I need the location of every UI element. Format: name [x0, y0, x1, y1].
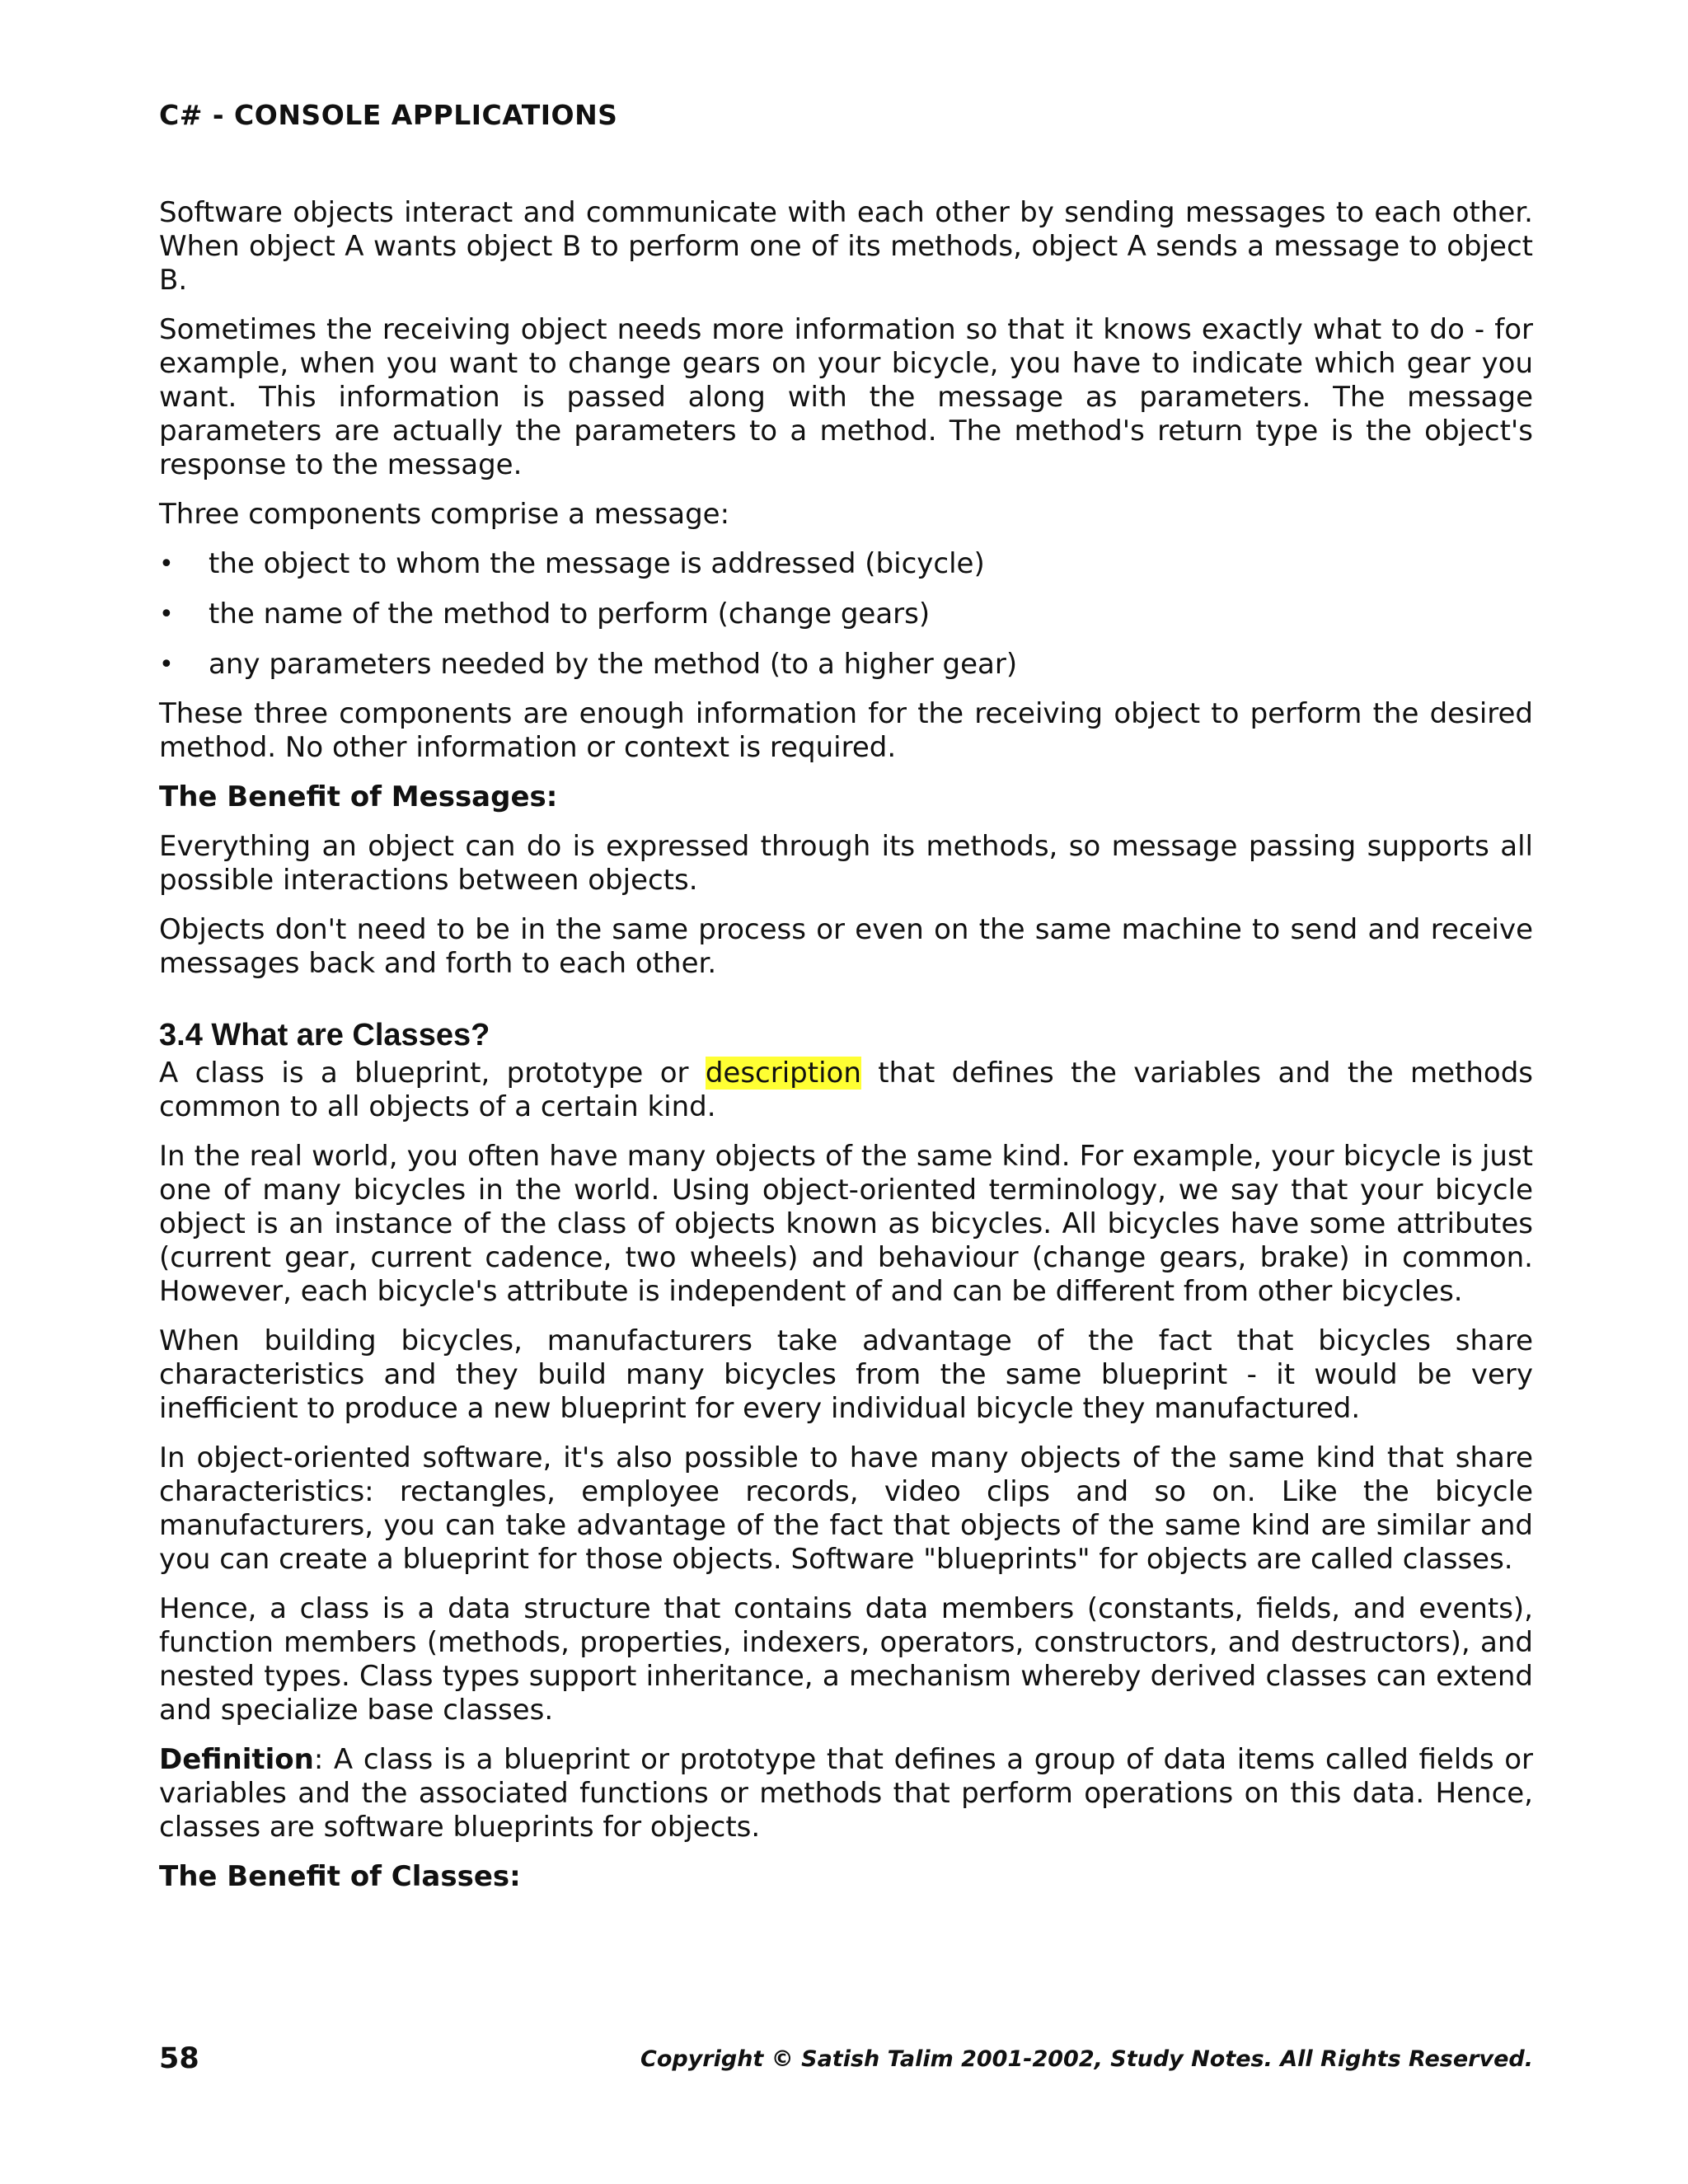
paragraph-same-process: Objects don't need to be in the same process or even on the same machine to send and receive messages back and forth to each other.: [159, 913, 1533, 980]
benefit-messages-heading: The Benefit of Messages:: [159, 780, 558, 813]
paragraph-class-blueprint: [159, 1057, 1533, 1124]
paragraph-components-enough: These three components are enough information for the receiving object to perform the desired method. No other information or context is required.: [159, 697, 1533, 764]
bullet-icon: •: [159, 650, 174, 679]
message-components-list: [159, 547, 1533, 682]
bullet-icon: •: [159, 550, 174, 579]
definition-label: Definition: [159, 1743, 314, 1776]
class-blueprint-text-end: that defines the variables and the methods common to all objects of a certain kind.: [159, 1057, 1533, 1123]
list-item: [159, 547, 1533, 581]
paragraph-definition: [159, 1743, 1533, 1844]
highlighted-word: description: [705, 1057, 861, 1090]
paragraph-messages-intro: Software objects interact and communicate with each other by sending messages to each other. When object A wants object B to perform one of its methods, object A sends a message to object B.: [159, 196, 1533, 297]
class-blueprint-text-start: A class is a blueprint, prototype or: [159, 1057, 706, 1090]
copyright-notice: Copyright © Satish Talim 2001-2002, Study Notes. All Rights Reserved.: [640, 2046, 1533, 2072]
definition-text: : A class is a blueprint or prototype that defines a group of data items called fields or variables and the associated functions or methods that perform operations on this data. Hence, classes are software blueprints for objects.: [159, 1743, 1533, 1844]
paragraph-message-parameters: Sometimes the receiving object needs more information so that it knows exactly what to do - for example, when you want to change gears on your bicycle, you have to indicate which gear you want. This information is passed along with the message as parameters. The message parameters are actually the parameters to a method. The method's return type is the object's response to the message.: [159, 313, 1533, 481]
list-item: [159, 648, 1533, 682]
list-item-text: the object to whom the message is addressed (bicycle): [209, 547, 985, 580]
paragraph-building-bicycles: When building bicycles, manufacturers take advantage of the fact that bicycles share characteristics and they build many bicycles from the same blueprint - it would be very inefficient to produce a new blueprint for every individual bicycle they manufactured.: [159, 1324, 1533, 1425]
paragraph-message-passing: Everything an object can do is expressed through its methods, so message passing supports all possible interactions between objects.: [159, 830, 1533, 897]
paragraph-oo-software: In object-oriented software, it's also possible to have many objects of the same kind that share characteristics: rectangles, employee records, video clips and so on. Like the bicycle manufacturers, you can take advantage of the fact that objects of the same kind are similar and you can create a blueprint for those objects. Software "blueprints" for objects are called classes.: [159, 1441, 1533, 1576]
list-item-text: the name of the method to perform (change gears): [209, 598, 931, 630]
page-header-title: C# - CONSOLE APPLICATIONS: [159, 99, 618, 131]
paragraph-real-world: In the real world, you often have many objects of the same kind. For example, your bicycle is just one of many bicycles in the world. Using object-oriented terminology, we say that your bicycle object is an instance of the class of objects known as bicycles. All bicycles have some attributes (current gear, current cadence, two wheels) and behaviour (change gears, brake) in common. However, each bicycle's attribute is independent of and can be different from other bicycles.: [159, 1140, 1533, 1308]
list-item: [159, 598, 1533, 631]
paragraph-three-components: Three components comprise a message:: [159, 498, 730, 531]
document-body: [159, 196, 1533, 1910]
page-number: 58: [159, 2042, 199, 2075]
bullet-icon: •: [159, 600, 174, 629]
section-heading-classes: 3.4 What are Classes?: [159, 1018, 490, 1052]
benefit-classes-heading: The Benefit of Classes:: [159, 1860, 521, 1893]
paragraph-data-structure: Hence, a class is a data structure that contains data members (constants, fields, and events), function members (methods, properties, indexers, operators, constructors, and destructors), and nested types. Class types support inheritance, a mechanism whereby derived classes can extend and specialize base classes.: [159, 1592, 1533, 1727]
list-item-text: any parameters needed by the method (to a higher gear): [209, 648, 1018, 681]
